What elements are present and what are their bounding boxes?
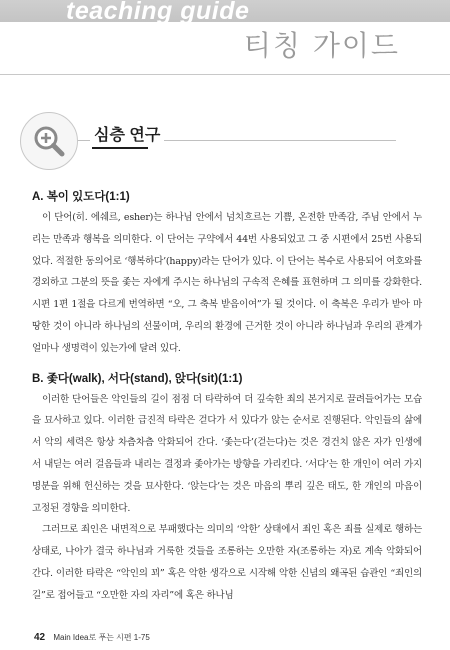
magnifier-plus-icon: [29, 121, 69, 161]
header-banner: [0, 0, 450, 25]
paragraph-a: 이 단어(히. 에쉐르, esher)는 하나님 안에서 넘치흐르는 기쁨, 온전한 만족감, 주님 안에서 누리는 만족과 행복을 의미한다. 이 단어는 구약에서 44번 사용되었고 그 중 시편에서 25번 사용되었다. 적절한 동의어로 ‘행복하다’(happy)라는 단어가 있다. 이 단어는 복수로 사용되어 여호와를 경외하고 그분의 뜻을 좇는 자에게 주시는 하나님의 구속적 은혜를 표현하며 그 의미를 강화한다. 시편 1편 1절을 다르게 번역하면 “오, 그 축복 받음이여”가 될 것이다. 이 축복은 우리가 받아 마땅한 것이 아니라 하나님의 선물이며, 우리의 환경에 근거한 것이 아니라 하나님과 우리의 관계가 얼마나 생명력이 있는가에 달려 있다.: [32, 212, 422, 354]
book-title: Main Idea로 푸는 시편 1-75: [53, 633, 150, 642]
section-title: 심층 연구: [90, 122, 164, 145]
page-title: 티칭 가이드: [243, 29, 400, 62]
page-number: 42: [34, 632, 46, 643]
banner-title: teaching guide: [66, 0, 250, 25]
heading-a: A. 복이 있도다(1:1): [32, 191, 130, 203]
paragraph-b1: 이러한 단어들은 악인들의 길이 점점 더 타락하여 더 깊숙한 죄의 본거지로 끌려들어가는 모습을 묘사하고 있다. 이러한 급진적 타락은 걷다가 서 있다가 앉는 순서로 진행된다. 악인들의 삶에서 악의 세력은 항상 차츰차츰 악화되어 간다. ‘좇는다’(걷는다)는 것은 경건치 않은 자가 인생에서 내딛는 여러 걸음들과 내리는 결정과 좇아가는 방향을 가리킨다. ‘서다’는 한 개인이 여러 가지 명분을 위해 헌신하는 것을 묘사한다. ‘앉는다’는 것은 마음의 뿌리 깊은 태도, 한 개인의 마음이 고정된 경향을 의미한다.: [32, 393, 422, 514]
header-rule: [0, 74, 450, 75]
heading-b: B. 좇다(walk), 서다(stand), 앉다(sit)(1:1): [32, 372, 243, 385]
section-title-underline: [92, 147, 148, 149]
section-header: [0, 100, 450, 180]
page-footer: [34, 632, 150, 643]
body-content: [32, 188, 422, 607]
section-icon-badge: [20, 112, 78, 170]
paragraph-b2: 그러므로 죄인은 내면적으로 부패했다는 의미의 ‘악한’ 상태에서 죄인 혹은 죄를 실제로 행하는 상태로, 나아가 결국 하나님과 거룩한 것들을 조롱하는 오만한 자(조롱하는 자)로 계속 악화되어 간다. 이러한 타락은 “악인의 꾀” 혹은 악한 생각으로 시작해 악한 신념의 왜곡된 습관인 “죄인의 길”로 접어들고 “오만한 자의 자리”에 혹은 하나님: [32, 524, 422, 601]
